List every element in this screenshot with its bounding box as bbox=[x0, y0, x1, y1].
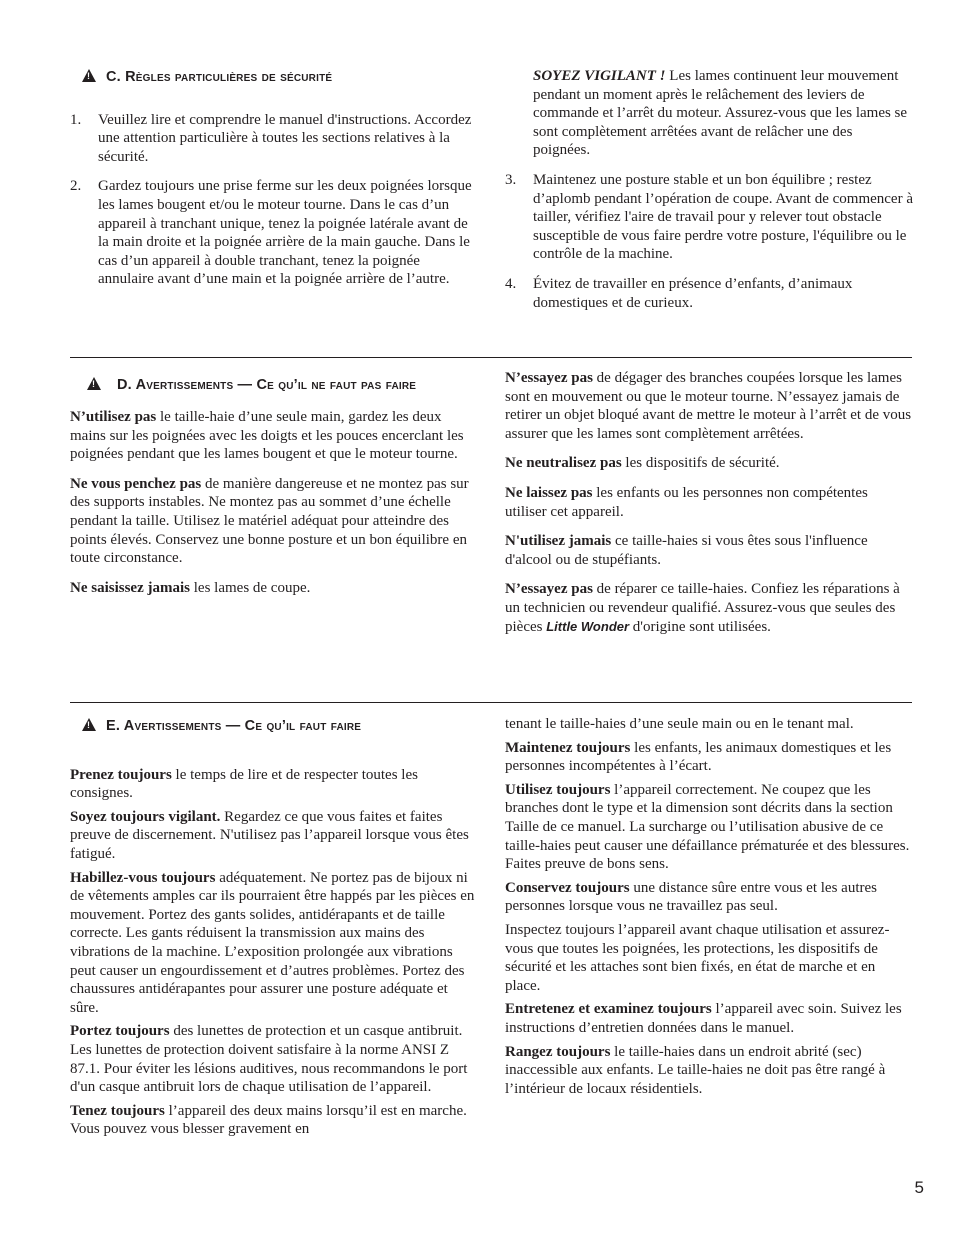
paragraph: Prenez toujours le temps de lire et de respecter toutes les consignes. bbox=[70, 766, 418, 802]
paragraph: N’essayez pas de dégager des branches coupées lorsque les lames sont en mouvement ou que le moteur tourne. N’essayez jamais de retirer un objet bloqué avant de mettre le moteur à l’arrêt et de vous assurer que les lames sont complètement arrêtées. bbox=[505, 370, 912, 442]
section-d-right bbox=[505, 369, 913, 647]
paragraph: N'utilisez jamais ce taille-haies si vous êtes sous l'influence d'alcool ou de stupéfiants. bbox=[505, 533, 868, 568]
section-d-title: !D. Avertissements — Ce qu’il ne faut pas faire bbox=[70, 374, 478, 396]
list-item: 3. Maintenez une posture stable et un bon équilibre ; restez d’aplomb pendant l’opération de coupe. Avant de commencer à tailler, vérifiez l'aire de travail pour y relever tout obstacle susceptible de vous faire perdre votre posture, l'équilibre ou le contrôle de la machine. bbox=[505, 171, 913, 263]
paragraph: Ne vous penchez pas de manière dangereuse et ne montez pas sur des supports instables. Ne montez pas au sommet d’une échelle pendant la taille. Utilisez le matériel adéquat pour atteindre des points élevés. Conservez une bonne posture et un bon équilibre en toute circonstance. bbox=[70, 475, 469, 567]
paragraph: Maintenez toujours les enfants, les animaux domestiques et les personnes incompétentes à l’écart. bbox=[505, 739, 892, 775]
section-c-list bbox=[70, 111, 478, 289]
section-e-left bbox=[70, 717, 478, 1144]
paragraph: Ne saisissez jamais les lames de coupe. bbox=[70, 579, 311, 596]
paragraph: N’essayez pas de réparer ce taille-haies. Confiez les réparations à un technicien ou revendeur qualifié. Assurez-vous que seules des pièces Little Wonder d'origine sont utilisées. bbox=[505, 581, 900, 635]
section-e-right bbox=[505, 715, 913, 1103]
section-c-left bbox=[70, 68, 478, 300]
list-item: 2. Gardez toujours une prise ferme sur les deux poignées lorsque les lames bougent et/ou le moteur tourne. Dans le cas d’un appareil à tranchant unique, tenez la poignée latérale avant de la main droite et la poignée arrière de la main gauche. Dans le cas d’un appareil à double tranchant, tenez la poignée annulaire avant d’une main et la poignée arrière de l’autre. bbox=[70, 178, 472, 288]
list-item: 1. Veuillez lire et comprendre le manuel d'instructions. Accordez une attention particulière à toutes les sections relatives à la sécurité. bbox=[70, 111, 472, 165]
paragraph: Utilisez toujours l’appareil correctement. Ne coupez que les branches dont le type et la dimension sont décrits dans la section Taille de ce manuel. La surcharge ou l’utilisation abusive de ce taille-haies peut causer une défaillance prématurée et des blessures. Faites preuve de bons sens. bbox=[505, 781, 910, 873]
divider bbox=[70, 702, 912, 703]
paragraph: Ne laissez pas les enfants ou les personnes non compétentes utiliser cet appareil. bbox=[505, 484, 868, 520]
paragraph: Portez toujours des lunettes de protection et un casque antibruit. Les lunettes de protection doivent satisfaire à la norme ANSI Z 87.1. Pour éviter les lésions auditives, nous recommandons le port d'un casque antibruit lors de chaque utilisation de l’appareil. bbox=[70, 1023, 468, 1096]
warning-icon bbox=[82, 718, 96, 731]
list-item: 4. Évitez de travailler en présence d’enfants, d’animaux domestiques et de curieux. bbox=[505, 275, 853, 311]
divider bbox=[70, 357, 912, 358]
vigilant-note: SOYEZ VIGILANT ! Les lames continuent leur mouvement pendant un moment après le relâchement des leviers de commande et l’arrêt du moteur. Assurez-vous que les lames se sont complètement arrêtées avant de relâcher une des poignées. bbox=[533, 68, 908, 159]
paragraph: Ne neutralisez pas les dispositifs de sécurité. bbox=[505, 455, 780, 472]
paragraph: N’utilisez pas le taille-haie d’une seule main, gardez les deux mains sur les poignées avec les doigts et les pouces encerclant les poignées pendant que les lames bougent et que le moteur tourne. bbox=[70, 409, 464, 463]
section-c-list-cont bbox=[505, 171, 913, 312]
section-d-left bbox=[70, 374, 478, 608]
warning-icon bbox=[82, 69, 96, 82]
section-c-right bbox=[505, 67, 913, 323]
paragraph: Tenez toujours l’appareil des deux mains lorsqu’il est en marche. Vous pouvez vous blesser gravement en bbox=[70, 1102, 467, 1138]
paragraph: Soyez toujours vigilant. Regardez ce que vous faites et faites preuve de discernement. N'utilisez pas l’appareil lorsque vous êtes fatigué. bbox=[70, 808, 469, 862]
page-number: 5 bbox=[914, 1178, 924, 1197]
section-c-title: !C. Règles particulières de sécurité bbox=[70, 68, 478, 87]
brand-logo-text: Little Wonder bbox=[546, 618, 630, 634]
paragraph: tenant le taille-haies d’une seule main ou en le tenant mal. bbox=[505, 716, 854, 732]
section-e-title: !E. Avertissements — Ce qu’il faut faire bbox=[70, 717, 478, 736]
paragraph: Habillez-vous toujours adéquatement. Ne portez pas de bijoux ni de vêtements amples car ils pourraient être happés par les pièces en mouvement. Portez des gants solides, antidérapants et de taille correcte. Les gants réduisent la transmission aux mains des vibrations de la machine. L’exposition prolongée aux vibrations peut causer un engourdissement et d’autres problèmes. Portez des chaussures antidérapantes pour assurer une posture adéquate et sûre. bbox=[70, 869, 475, 1016]
paragraph: Rangez toujours le taille-haies dans un endroit abrité (sec) inaccessible aux enfants. Le taille-haies ne doit pas être rangé à l’intérieur de locaux résidentiels. bbox=[505, 1043, 886, 1097]
paragraph: Entretenez et examinez toujours l’appareil avec soin. Suivez les instructions d’entretien données dans le manuel. bbox=[505, 1001, 902, 1036]
paragraph: Inspectez toujours l’appareil avant chaque utilisation et assurez-vous que toutes les poignées, les protections, les dispositifs de sécurité et les attaches sont bien fixés, en état de marche et en place. bbox=[505, 921, 890, 994]
paragraph: Conservez toujours une distance sûre entre vous et les autres personnes lorsque vous ne travaillez pas seul. bbox=[505, 879, 877, 915]
warning-icon bbox=[87, 377, 101, 390]
